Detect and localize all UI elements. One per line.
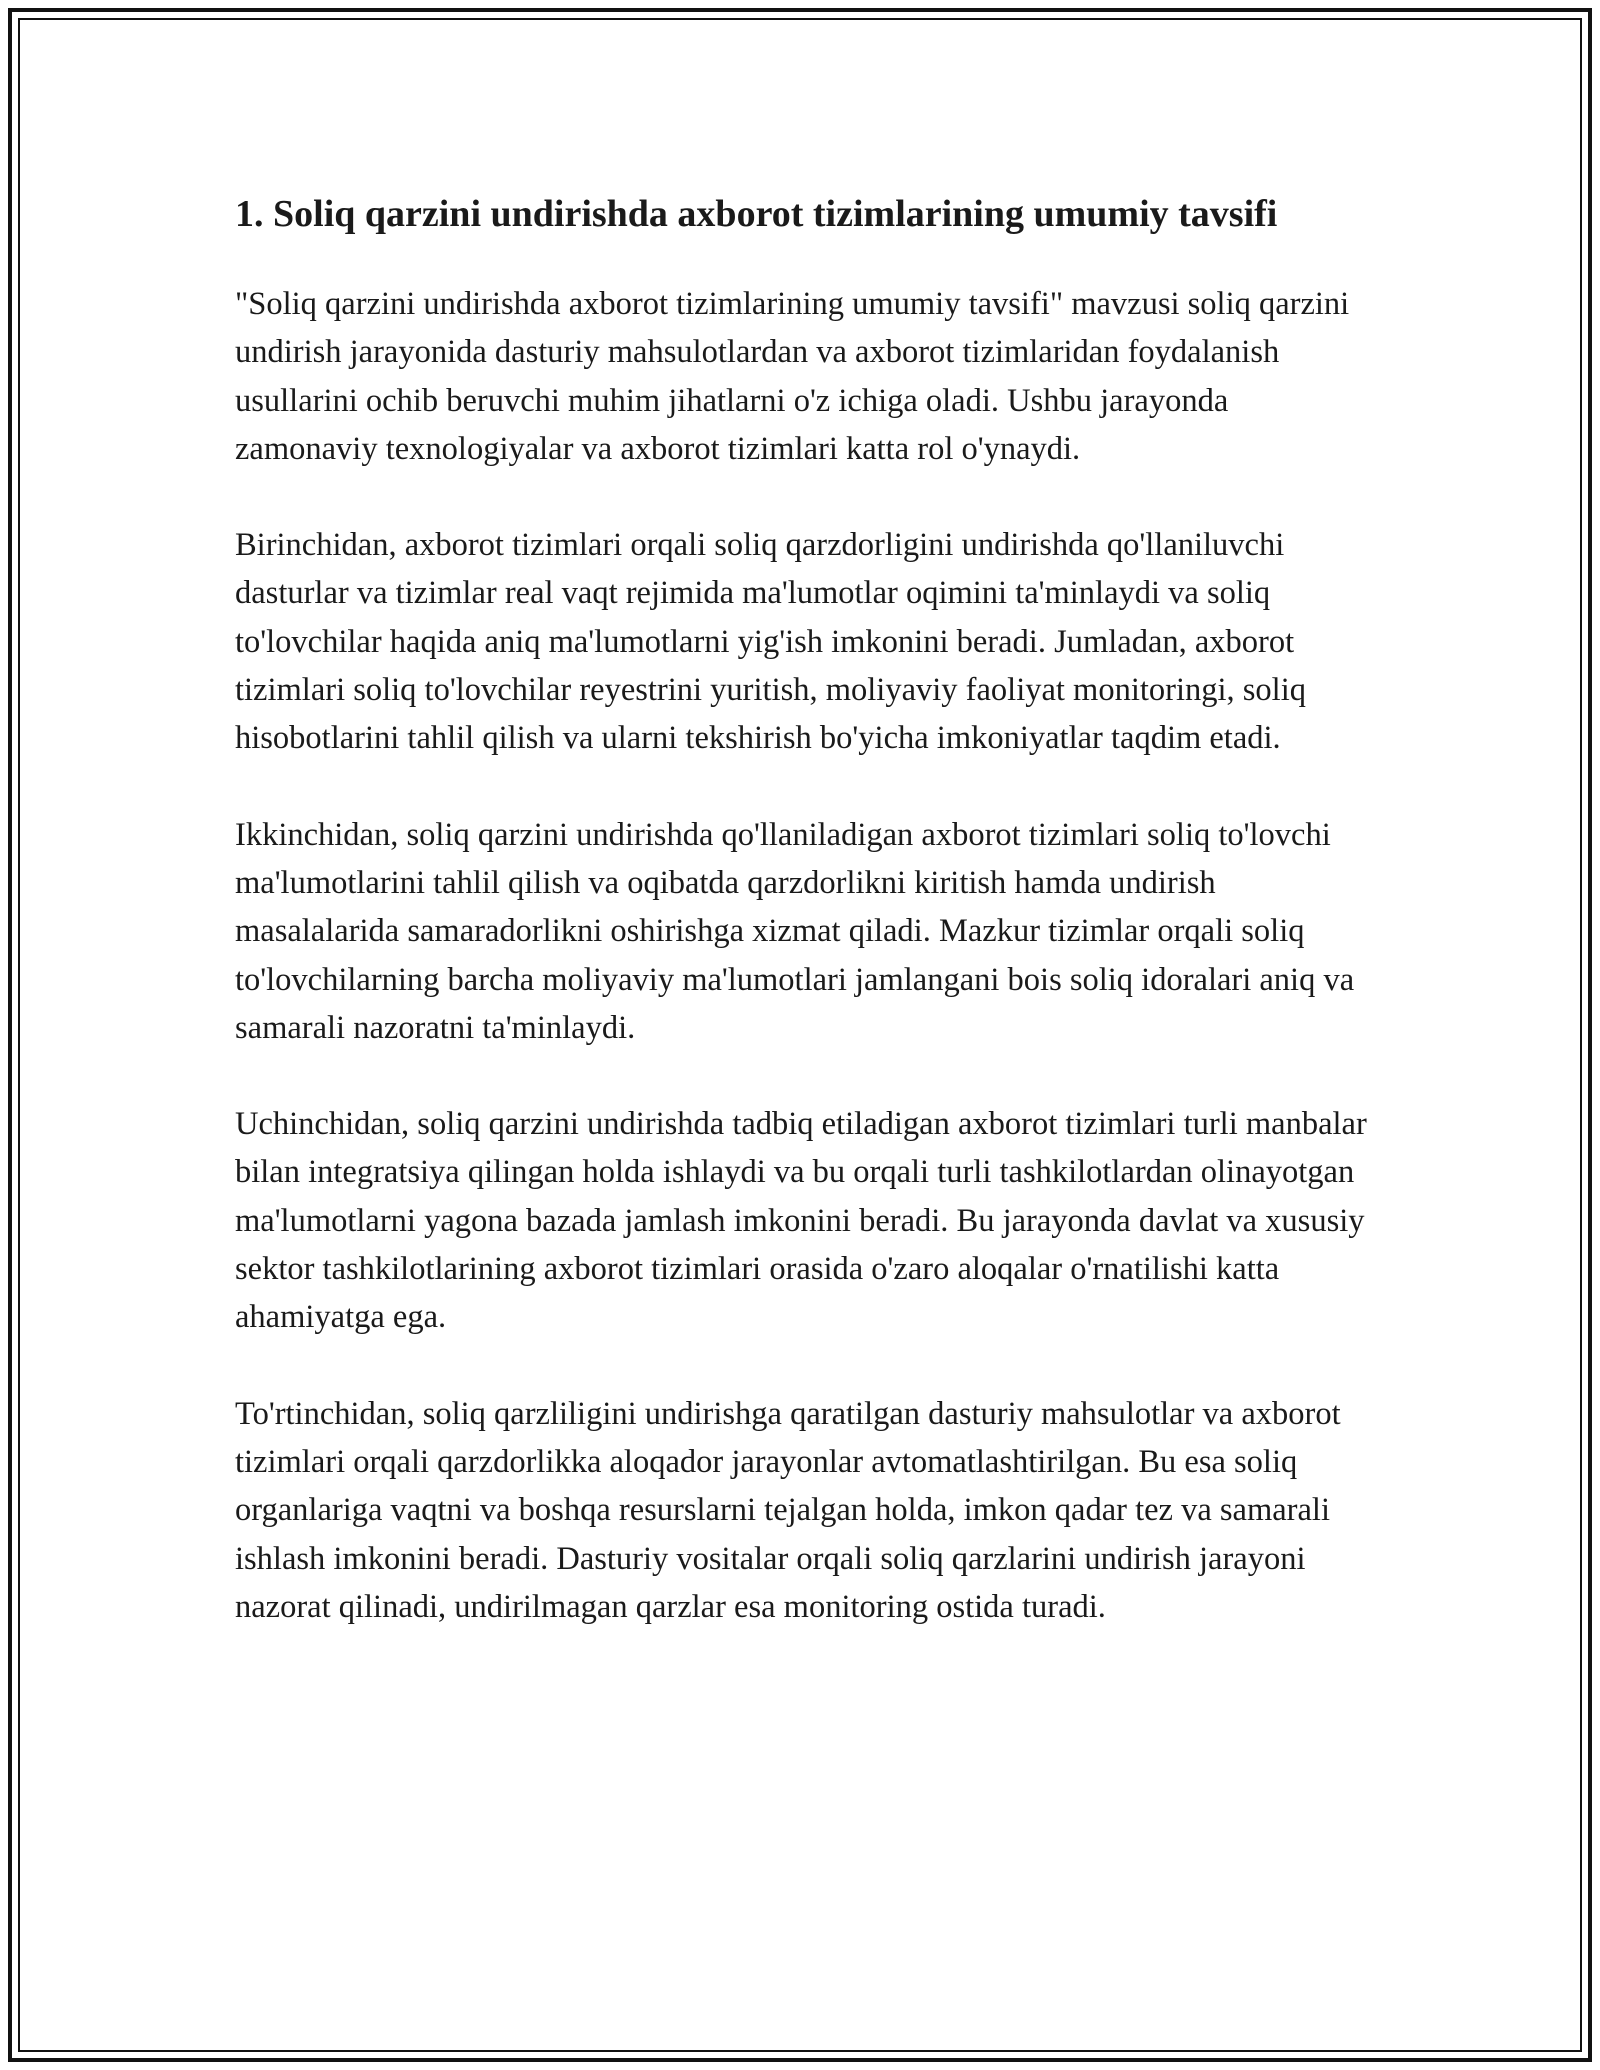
paragraph-second: Ikkinchidan, soliq qarzini undirishda qo'llaniladigan axborot tizimlari soliq to'lovchi ma'lumotlarini tahlil qilish va oqibatda qarzdorlikni kiritish hamda undirish masalalarida samaradorlikni oshirishga xizmat qiladi. Mazkur tizimlar orqali soliq to'lovchilarning barcha moliyaviy ma'lumotlari jamlangani bois soliq idoralari aniq va samarali nazoratni ta'minlaydi. [235, 816, 1355, 1046]
paragraph-intro: "Soliq qarzini undirishda axborot tizimlarining umumiy tavsifi" mavzusi soliq qarzini undirish jarayonida dasturiy mahsulotlardan va axborot tizimlaridan foydalanish usullarini ochib beruvchi muhim jihatlarni o'z ichiga oladi. Ushbu jarayonda zamonaviy texnologiyalar va axborot tizimlari katta rol o'ynaydi. [235, 286, 1350, 467]
paragraph-fourth: To'rtinchidan, soliq qarzliligini undirishga qaratilgan dasturiy mahsulotlar va axborot tizimlari orqali qarzdorlikka aloqador jarayonlar avtomatlashtirilgan. Bu esa soliq organlariga vaqtni va boshqa resurslarni tejalgan holda, imkon qadar tez va samarali ishlash imkonini beradi. Dasturiy vositalar orqali soliq qarzlarini undirish jarayoni nazorat qilinadi, undirilmagan qarzlar esa monitoring ostida turadi. [235, 1395, 1341, 1625]
document-title: 1. Soliq qarzini undirishda axborot tizimlarining umumiy tavsifi [235, 193, 1278, 235]
paragraph-third: Uchinchidan, soliq qarzini undirishda tadbiq etiladigan axborot tizimlari turli manbalar bilan integratsiya qilingan holda ishlaydi va bu orqali turli tashkilotlardan olinayotgan ma'lumotlarni yagona bazada jamlash imkonini beradi. Bu jarayonda davlat va xususiy sektor tashkilotlarining axborot tizimlari orasida o'zaro aloqalar o'rnatilishi katta ahamiyatga ega. [235, 1106, 1367, 1336]
paragraph-first: Birinchidan, axborot tizimlari orqali soliq qarzdorligini undirishda qo'llaniluvchi dasturlar va tizimlar real vaqt rejimida ma'lumotlar oqimini ta'minlaydi va soliq to'lovchilar haqida aniq ma'lumotlarni yig'ish imkonini beradi. Jumladan, axborot tizimlari soliq to'lovchilar reyestrini yuritish, moliyaviy faoliyat monitoringi, soliq hisobotlarini tahlil qilish va ularni tekshirish bo'yicha imkoniyatlar taqdim etadi. [235, 527, 1306, 757]
document-body [235, 186, 1375, 1679]
